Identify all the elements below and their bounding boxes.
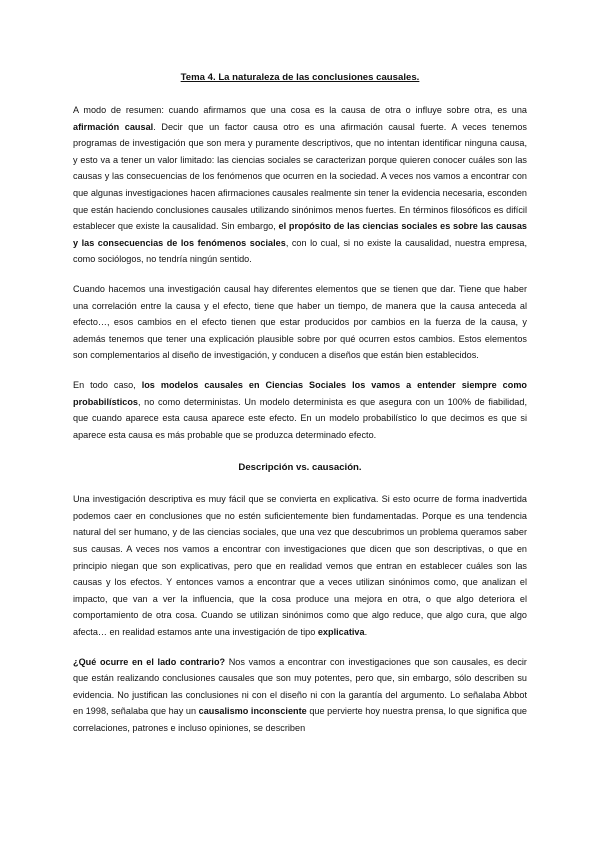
text-run: , no como deterministas. Un modelo determinista es que asegura con un 100% de fiabilidad, que cuando aparece esta causa aparece este efecto. En un modelo probabilístico lo que decimos es que si aparece esta causa es más probable que se produzca determinado efecto. <box>73 396 527 440</box>
paragraph-opposite-side <box>73 654 527 737</box>
text-run: . Decir que un factor causa otro es una afirmación causal fuerte. A veces tenemos programas de investigación que son mera y puramente descriptivos, que no intentan identificar ninguna causa, y esto va a tener un valor limitado: las ciencias sociales se caracterizan porque quieren conocer cuáles son las causas y las consecuencias de los fenómenos que ocurren en la sociedad. A veces nos vamos a encontrar con que algunas investigaciones hacen afirmaciones causales realmente sin tener la evidencia necesaria, esconden que están haciendo conclusiones causales utilizando sinónimos menos fuertes. En términos filosóficos es difícil establecer que existe la causalidad. Sin embargo, <box>73 121 527 232</box>
text-run: Una investigación descriptiva es muy fácil que se convierta en explicativa. Si esto ocurre de forma inadvertida podemos caer en conclusiones que no estén suficientemente bien fundamentadas. Porque es una tendencia natural del ser humano, y de las ciencias sociales, que una vez que descubrimos un problema queramos saber sus causas. A veces nos vamos a encontrar con investigaciones que dicen que son descriptivas, o que en principio niegan que son explicativas, pero que en realidad vemos que entran en establecer cuáles son las causas y los efectos. Y entonces vamos a encontrar que a veces utilizan sinónimos como, que analizan el impacto, que van a ver la influencia, que la cosa produce una mejora en otra, o que algo deteriora el comportamiento de otra cosa. Cuando se utilizan sinónimos como que algo reduce, que algo cura, que algo afecta… en realidad estamos ante una investigación de tipo <box>73 494 527 638</box>
text-run: que pervierte hoy nuestra prensa, lo que significa que correlaciones, patrones e incluso opiniones, se describen <box>73 706 527 733</box>
text-run: Nos vamos a encontrar con investigaciones que son causales, es decir que están realizando conclusiones causales que son muy potentes, pero que, sin embargo, sólo describen su evidencia. No justifican las conclusiones ni con el diseño ni con la garantía del argumento. Lo señalaba Abbot en 1998, señalaba que hay un <box>73 656 527 717</box>
paragraph-summary <box>73 102 527 268</box>
section-subtitle: Descripción vs. causación. <box>238 462 362 474</box>
bold-term-afirmacion-causal: afirmación causal <box>73 121 154 132</box>
paragraph-probabilistic-models <box>73 377 527 443</box>
bold-term-causalismo-inconsciente: causalismo inconsciente <box>198 706 307 717</box>
text-run: . <box>364 627 368 638</box>
text-run: En todo caso, <box>73 379 142 390</box>
bold-question: ¿Qué ocurre en el lado contrario? <box>73 656 226 667</box>
page-title: Tema 4. La naturaleza de las conclusiones causales. <box>180 72 420 83</box>
text-run: A modo de resumen: cuando afirmamos que una cosa es la causa de otra o influye sobre otra, es una <box>73 105 527 115</box>
text-run: , con lo cual, si no existe la causalidad, nuestra empresa, como sociólogos, no tendría ningún sentido. <box>73 237 527 265</box>
bold-purpose-statement: el propósito de las ciencias sociales es sobre las causas y las consecuencias de los fenómenos sociales <box>73 221 528 248</box>
paragraph-description-vs-causation <box>73 491 527 640</box>
bold-term-explicativa: explicativa <box>317 627 365 638</box>
bold-probabilistic-statement: los modelos causales en Ciencias Sociales los vamos a entender siempre como probabilísticos <box>73 379 528 407</box>
paragraph-causal-elements: Cuando hacemos una investigación causal hay diferentes elementos que se tienen que dar. Tiene que haber una correlación entre la causa y el efecto, tiene que haber un tiempo, de manera que la causa anteceda al efecto…, esos cambios en el efecto tienen que estar producidos por cambios en la fuerza de la causa, y además tenemos que tener una explicación plausible sobre por qué ocurren estos cambios. Estos elementos son complementarios al diseño de investigación, y conducen a diseños que están bien establecidos. <box>73 283 527 361</box>
